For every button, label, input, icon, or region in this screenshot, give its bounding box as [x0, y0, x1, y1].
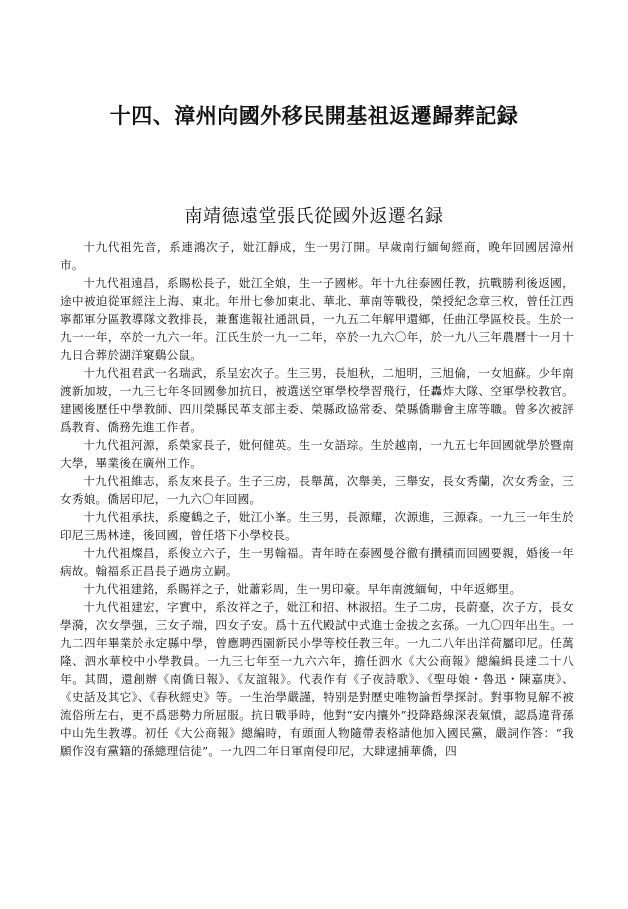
paragraph-jian-hong: 十九代祖建宏，字實中，系汝祥之子，妣江和招、林淑招。生子二房，長蔚臺，次子方，長女學漪，次女學强，三女子端，四女子安。爲十五代殿試中式進士金拔之玄孫。一九〇四年出生。一九二四年畢業於永定縣中學，曾應聘西園新民小學等校任教三年。一九二八年出洋荷屬印尼。任萬隆、泗水華校中小學教員。一九三七年至一九六六年，擔任泗水《大公商報》總編緝長達二十八年。其間，還創辦《南僑日報》、《友誼報》。代表作有《子夜詩歌》、《聖母娘・魯迅・陳嘉庚》、《史話及其它》、《春秋經史》等。一生治學嚴謹，特别是對歷史唯物論哲學探討。對事物見解不被流俗所左右，更不爲惡勢力所屈服。抗日戰爭時，他對“安内攘外”投降路線深表氣憤，認爲違背孫中山先生教導。初任《大公商報》總編時，有頭面人物隨帶表格請他加入國民黨，嚴詞作答：“我願作沒有黨籍的孫總理信徒”。一九四二年日軍南侵印尼，大肆逮捕華僑，四: [60, 600, 574, 758]
paragraph-yuan-chang: 十九代祖遠昌，系賜松長子，妣江全娘，生一子國彬。年十九往泰國任教，抗戰勝利後返國，途中被迫從軍經注上海、東北。年卅七參加東北、華北、華南等戰役，榮授紀念章三枚，曾任江西寧都軍分區教導隊文教排長，兼奮進報社通訊員，一九五二年解甲還鄉，任曲江學區校長。生於一九一一年，卒於一九六一年。江氏生於一九一二年，卒於一九六〇年，於一九八三年農曆十一月十九日合葬於湖洋窠鷄公鼠。: [60, 276, 574, 362]
paragraph-he-yuan: 十九代祖河源，系榮家長子，妣何健英。生一女語琮。生於越南，一九五七年回國就學於暨南大學，畢業後在廣州工作。: [60, 438, 574, 470]
paragraph-can-chang: 十九代祖燦昌，系俊立六子，生一男翰福。青年時在泰國曼谷徹有攢積而回國要親，婚後一年病故。翰福系正昌長子過房立嗣。: [60, 546, 574, 578]
body-text: [60, 238, 574, 760]
paragraph-cheng-fu: 十九代祖承扶，系慶鶴之子，妣江小峯。生三男，長源耀，次源進，三源森。一九三一年生於印尼三馬林達，後回國，曾任塔下小學校長。: [60, 510, 574, 542]
chapter-title: 十四、漳州向國外移民開基祖返遷歸葬記録: [109, 103, 519, 128]
paragraph-jian-ming: 十九代祖建銘，系賜祥之子，妣蕭彩周，生一男印豪。早年南渡緬甸，中年返鄉里。: [83, 582, 522, 596]
paragraph-wei-zhi: 十九代祖維志，系友來長子。生子三房，長舉萬，次舉美，三舉安，長女秀蘭，次女秀金，三女秀娘。僑居印尼，一九六〇年回國。: [60, 474, 574, 506]
paragraph-xian-yin: 十九代祖先音，系連鴻次子，妣江靜成，生一男汀開。早歲南行緬甸經商，晚年回國居漳州市。: [60, 240, 574, 272]
paragraph-jun-wu: 十九代祖君武一名瑞武，系呈宏次子。生三男，長旭秋，二旭明，三旭倫，一女旭蘇。少年南渡新加坡，一九三七年冬回國參加抗日，被選送空軍學校學習飛行，任轟炸大隊、空軍學校教官。建國後歷任中學教師、四川榮縣民革支部主委、榮縣政協常委、榮縣僑聯會主席等職。曾多次被評爲教育、僑務先進工作者。: [60, 366, 574, 434]
section-title: 南靖德遠堂張氏從國外返遷名録: [184, 206, 444, 227]
